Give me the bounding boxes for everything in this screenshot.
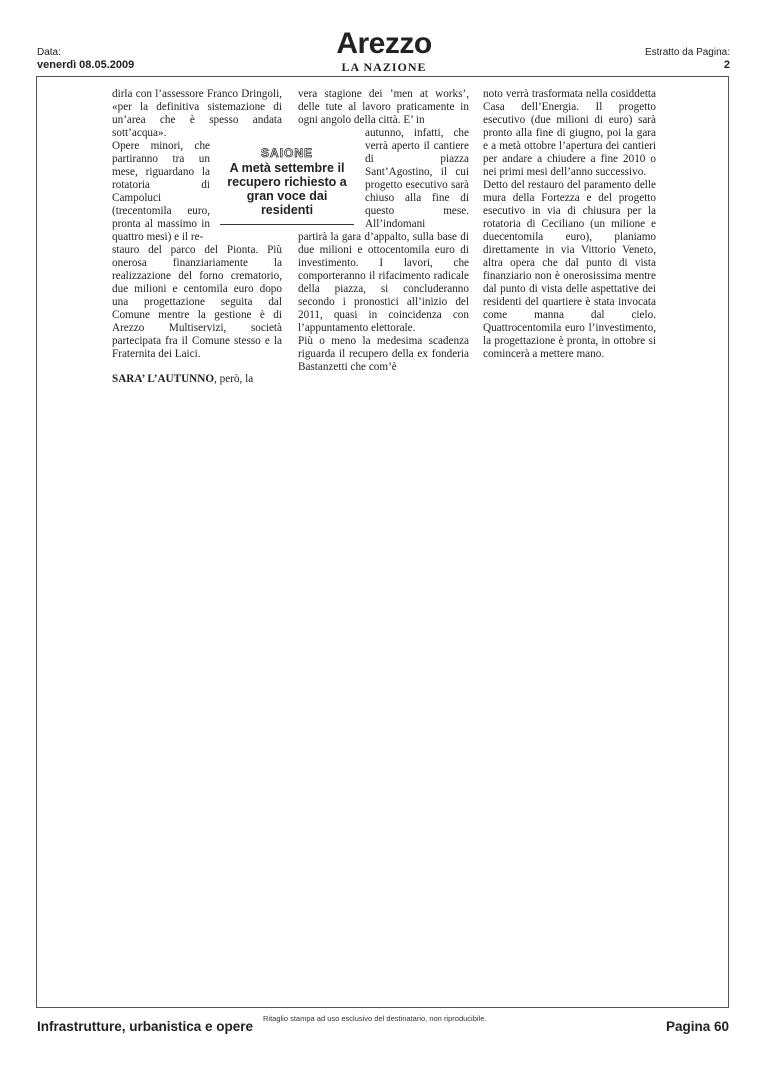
paragraph: Detto del restauro del paramento delle mura della Fortezza e del progetto esecutivo in via di chiusura per la rotatoria di Ceciliano (un milione e duecentomila euro), planiamo direttamente in via Vittorio Veneto, altra opera che dal punto di vista finanziario non è onerosissima mentre dal punto di vista delle aspettative dei residenti del quartiere è stata invocata come manna dal cielo. Quattrocentomila euro l’investimento, la progettazione è pronta, in ottobre si comincerà a mettere mano. [483,179,656,360]
extract-label: Estratto da Pagina: [644,47,730,58]
paragraph: dirla con l’assessore Franco Dringoli, «per la definitiva sistemazione di un’area che è spesso andata sott’acqua». [112,88,282,139]
masthead-paper: LA NAZIONE [341,60,427,74]
paragraph-text: , però, la [214,373,254,385]
paragraph-lead-in [112,373,282,386]
footer-note: Ritaglio stampa ad uso esclusivo del destinatario, non riproducibile. [263,1014,487,1023]
callout-headline: A metà settembre il recupero richiesto a gran voce dai residenti [227,161,347,217]
extract-page: 2 [723,59,730,71]
footer-page: Pagina 60 [665,1019,729,1034]
article-column-3 [483,88,656,361]
extract-block [645,46,730,72]
paragraph-wrap-callout: Opere minori, che partiranno tra un mese, riguardano la rotatoria di Campoluci (trecentomila euro, pronta al massimo in quattro mesi) e il re- [112,140,210,243]
article-column-2 [298,88,469,374]
run-in-heading: SARA’ L’AUTUNNO [112,373,215,385]
callout-rule [220,224,354,225]
callout-box [220,145,354,225]
article-column-1 [112,88,282,386]
paragraph-wrap-callout: autunno, infatti, che verrà aperto il cantiere di piazza Sant’Agostino, il cui progetto esecutivo sarà chiuso alla fine di questo mese. All’indomani [365,127,469,230]
paragraph: noto verrà trasformata nella cosiddetta Casa dell’Energia. Il progetto esecutivo (due milioni di euro) sarà pronto alla fine di giugno, poi la gara e a metà ottobre l’apertura dei cantieri per andare a chiudere a fine 2010 o nei primi mesi dell’anno successivo. [483,88,656,178]
paragraph: stauro del parco del Pionta. Più onerosa finanziariamente la realizzazione del forno crematorio, due milioni e centomila euro dopo una progettazione seguita dal Comune mentre la gestione è di Arezzo Multiservizi, società partecipata fra il Comune stesso e la Fraternita dei Laici. [112,244,282,360]
date-label: Data: [37,47,61,58]
masthead-city: Arezzo [336,27,432,60]
paragraph: vera stagione dei ’men at works’, delle tute al lavoro praticamente in ogni angolo della città. E’ in [298,88,469,126]
callout-kicker: SAIONE [260,146,313,160]
paragraph: partirà la gara d’appalto, sulla base di due milioni e ottocentomila euro di investimento. I lavori, che comporteranno il rifacimento radicale della piazza, si concluderanno secondo i pronostici all’inizio del 2011, quasi in coincidenza con l’appuntamento elettorale. [298,231,469,334]
date-value: venerdì 08.05.2009 [37,59,135,71]
footer-section: Infrastrutture, urbanistica e opere [37,1019,254,1034]
paragraph: Più o meno la medesima scadenza riguarda il recupero della ex fonderia Bastanzetti che com’è [298,335,469,373]
